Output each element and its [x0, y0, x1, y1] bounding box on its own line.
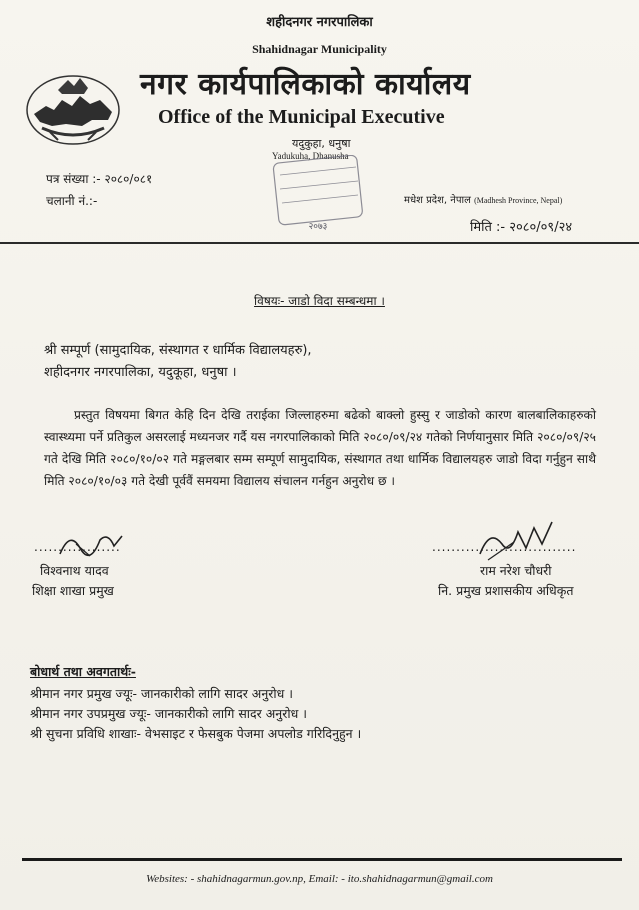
- right-signatory-title: नि. प्रमुख प्रशासकीय अधिकृत: [438, 583, 574, 598]
- addressee-line-1: श्री सम्पूर्ण (सामुदायिक, संस्थागत र धार्मिक विद्यालयहरु),: [44, 343, 312, 358]
- address-english: Yadukuha, Dhanusha: [272, 151, 349, 161]
- left-signatory-title: शिक्षा शाखा प्रमुख: [32, 583, 114, 598]
- stamp-year: २०७३: [308, 222, 328, 232]
- left-signature-line: ..................: [34, 540, 121, 554]
- office-title-nepali: नगर कार्यपालिकाको कार्यालय: [140, 67, 471, 102]
- left-signatory-name: विश्वनाथ यादव: [40, 563, 109, 578]
- office-title-english: Office of the Municipal Executive: [158, 106, 445, 128]
- right-signatory-name: राम नरेश चौधरी: [480, 563, 552, 578]
- right-signature-line: ..............................: [432, 540, 577, 554]
- subject-line: विषयः- जाडो विदा सम्बन्धमा ।: [254, 294, 385, 308]
- nepal-emblem-logo: [22, 70, 124, 148]
- cc-item: श्रीमान नगर उपप्रमुख ज्यूः- जानकारीको लागि सादर अनुरोध ।: [30, 706, 307, 721]
- letter-body: प्रस्तुत विषयमा बिगत केहि दिन देखि तराईका जिल्लाहरुमा बढेको बाक्लो हुस्सु र जाडोको कारण बालबालिकाहरुको स्वास्थ्यमा पर्ने प्रतिकुल असरलाई मध्यनजर गर्दै यस नगरपालिकाको मिति २०८०/०९/२४ गतेको निर्णयानुसार मिति २०८०/०९/२५ गते देखि मिति २०८०/१०/०२ गते मङ्गलबार सम्म सम्पूर्ण सामुदायिक, संस्थागत तथा धार्मिक विद्यालयहरु जाडो विदा गर्नुहुन साथै मिति २०८०/१०/०३ गते देखी पूर्ववैं समयमा विद्यालय संचालन गर्नहुन अनुरोध छ ।: [44, 408, 596, 488]
- right-signature-scribble: [474, 514, 570, 564]
- municipality-name-nepali: शहीदनगर नगरपालिका: [266, 15, 373, 30]
- letter-date: मिति :- २०८०/०९/२४: [470, 220, 573, 235]
- province-english: (Madhesh Province, Nepal): [474, 196, 563, 205]
- cc-item: श्रीमान नगर प्रमुख ज्यूः- जानकारीको लागि सादर अनुरोध ।: [30, 686, 294, 701]
- municipality-name-english: Shahidnagar Municipality: [252, 42, 387, 56]
- footer-contact: Websites: - shahidnagarmun.gov.np, Email: - ito.shahidnagarmun@gmail.com: [146, 873, 493, 885]
- header-divider: [0, 242, 639, 244]
- addressee-line-2: शहीदनगर नगरपालिका, यदुकूहा, धनुषा ।: [44, 365, 237, 380]
- province-nepali: मधेश प्रदेश, नेपाल: [404, 195, 471, 206]
- letter-reference-number: पत्र संख्या :- २०८०/०८१: [46, 172, 153, 186]
- cc-item: श्री सुचना प्रविधि शाखाः- वेभसाइट र फेसबुक पेजमा अपलोड गरिदिनुहुन ।: [30, 726, 362, 741]
- province-line: [404, 192, 562, 206]
- office-stamp: [270, 155, 366, 235]
- address-nepali: यदुकुहा, धनुषा: [292, 137, 351, 150]
- cc-heading: बोधार्थ तथा अवगतार्थः-: [30, 664, 136, 679]
- footer-divider: [22, 858, 622, 861]
- dispatch-number: चलानी नं.:-: [46, 194, 98, 208]
